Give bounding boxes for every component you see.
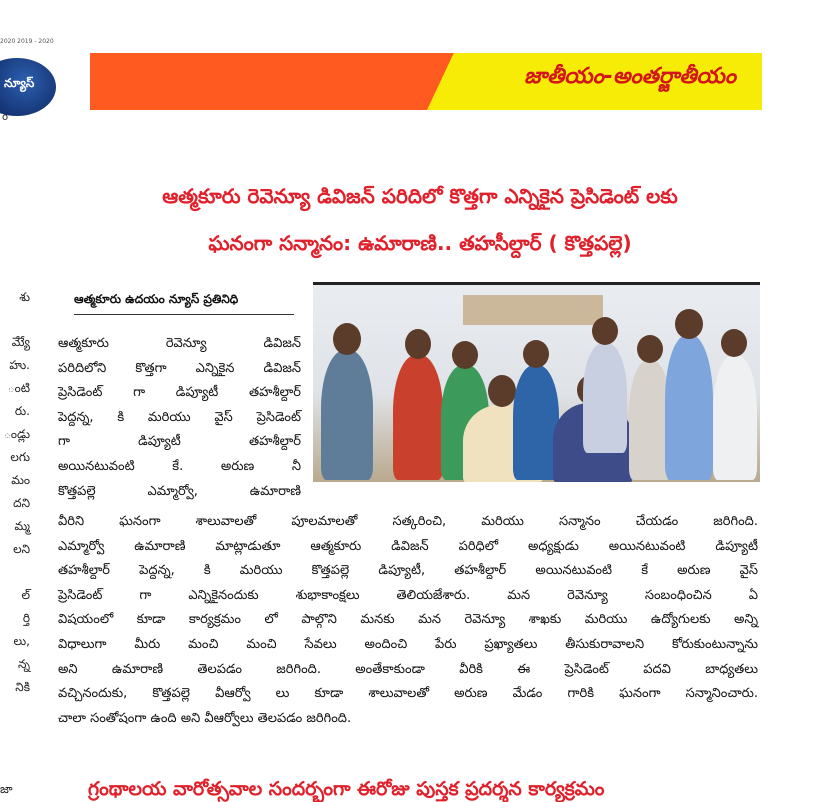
photo-person-head [523, 340, 549, 368]
body-line: అయినటువంటి కే. అరుణ నీ [58, 458, 301, 474]
article-body-narrow [58, 332, 301, 504]
article-body-wide [58, 510, 758, 731]
fragment: న్న [18, 657, 30, 671]
photo-person [665, 335, 713, 480]
next-article-headline: గ్రంథాలయ వారోత్సవాల సందర్భంగా ఈరోజు పుస్తక ప్రదర్శన కార్యక్రమం [88, 778, 605, 800]
photo-person [321, 350, 373, 480]
newspaper-logo [0, 58, 56, 116]
footer-left-fragment: జా [0, 782, 13, 796]
fragment: లని [13, 542, 30, 556]
masthead-logo-top-text: 2020 2019 - 2020 [0, 38, 54, 45]
body-line: పెద్దన్న, కి మరియు వైస్ ప్రెసిడెంట్ [58, 409, 301, 425]
photo-wall-shelf [463, 295, 603, 325]
fragment: లు, [13, 634, 30, 648]
fragment: నికి [15, 680, 30, 694]
body-line: వచ్చినందుకు, కొత్తపల్లె వీఆర్వో లు కూడా శాలువాలతో అరుణ మేడం గారికి ఘనంగా సన్మానించారు. [58, 686, 758, 702]
photo-person-head [452, 341, 478, 369]
photo-person [583, 343, 627, 453]
photo-person [713, 355, 757, 480]
fragment: మం [11, 473, 30, 487]
body-line: విధాలుగా మీరు మంచి మంచి సేవలు అందించి పేరు ప్రఖ్యాతలు తీసుకురావాలని కోరుకుంటున్నాను [58, 636, 758, 652]
body-line: కొత్తపల్లె ఎమ్మార్వో, ఉమారాణి [58, 483, 301, 499]
fragment: ల్ [21, 588, 30, 602]
photo-person-head [592, 317, 618, 345]
body-line: ఎమ్మార్వో ఉమారాణి మాట్లాడుతూ ఆత్మకూరు డివిజన్ పరిధిలో అధ్యక్షుడు అయినటువంటి డిప్యూటీ [58, 538, 758, 554]
photo-person-head [721, 329, 747, 357]
body-line: వీరిని ఘనంగా శాలువాలతో పూలమాలతో సత్కరించి, మరియు సన్మానం చేయడం జరిగింది. [58, 514, 758, 529]
fragment: శు [19, 290, 30, 304]
photo-person-head [488, 375, 516, 407]
body-line: ఆత్మకూరు రెవెన్యూ డివిజన్ [58, 336, 301, 351]
news-photo [313, 282, 760, 482]
photo-person-head [675, 309, 703, 339]
headline-line-1: ఆత్మకూరు రెవెన్యూ డివిజన్ పరిదిలో కొత్తగా ఎన్నికైన ప్రెసిడెంట్ లకు [162, 184, 678, 208]
fragment: ర్తి [22, 611, 30, 625]
logo-text: న్యూస్ [4, 76, 35, 90]
fragment: హు. [9, 358, 30, 372]
body-line: చాలా సంతోషంగా ఉంది అని వీఆర్వోలు తెలపడం జరిగింది. [58, 710, 352, 726]
fragment: దని [13, 496, 30, 510]
body-line: తహశీల్దార్ పెద్దన్న, కి మరియు కొత్తపల్లె డిప్యూటీ, తహశీల్దార్ అయినటువంటి కే అరుణ వైస్ [58, 563, 758, 579]
byline: ఆత్మకూరు ఉదయం న్యూస్ ప్రతినిధి [74, 292, 294, 315]
fragment: లగు [10, 450, 30, 464]
logo-subtext: o [2, 112, 9, 123]
body-line: గా డిప్యూటీ తహశీల్దార్ [58, 434, 301, 450]
body-line: ప్రెసిడెంట్ గా ఎన్నికైనందుకు శుభాకాంక్షలు తెలియజేశారు. మన రెవెన్యూ సంబంధించిన ఏ [58, 587, 758, 603]
section-title: జాతీయం-అంతర్జాతీయం [524, 64, 736, 89]
body-line: అని ఉమారాణి తెలపడం జరిగింది. అంతేకాకుండా వీరికి ఈ ప్రెసిడెంట్ పదవి బాధ్యతలు [58, 661, 758, 677]
fragment: రు. [14, 404, 30, 418]
fragment: ంటి [7, 381, 30, 395]
photo-person [393, 355, 443, 480]
body-line: విషయంలో కూడా కార్యక్రమం లో పాల్గొని మనకు మన రెవెన్యూ శాఖకు మరియు ఉద్యోగులకు అన్ని [58, 612, 758, 628]
fragment: ండ్లు [3, 427, 30, 441]
photo-person-head [405, 329, 431, 359]
section-banner [90, 53, 762, 110]
photo-person-head [637, 335, 663, 363]
photo-person-head [333, 323, 361, 355]
headline-line-2: ఘనంగా సన్మానం: ఉమారాణి.. తహసీల్దార్ ( కొత్తపల్లె) [208, 231, 632, 255]
fragment: మ్మ [14, 519, 30, 533]
body-line: పరిదిలోని కొత్తగా ఎన్నికైన డివిజన్ [58, 360, 301, 376]
body-line: ప్రెసిడెంట్ గా డిప్యూటీ తహశీల్దార్ [58, 385, 301, 401]
fragment: మ్యేే [11, 335, 30, 349]
